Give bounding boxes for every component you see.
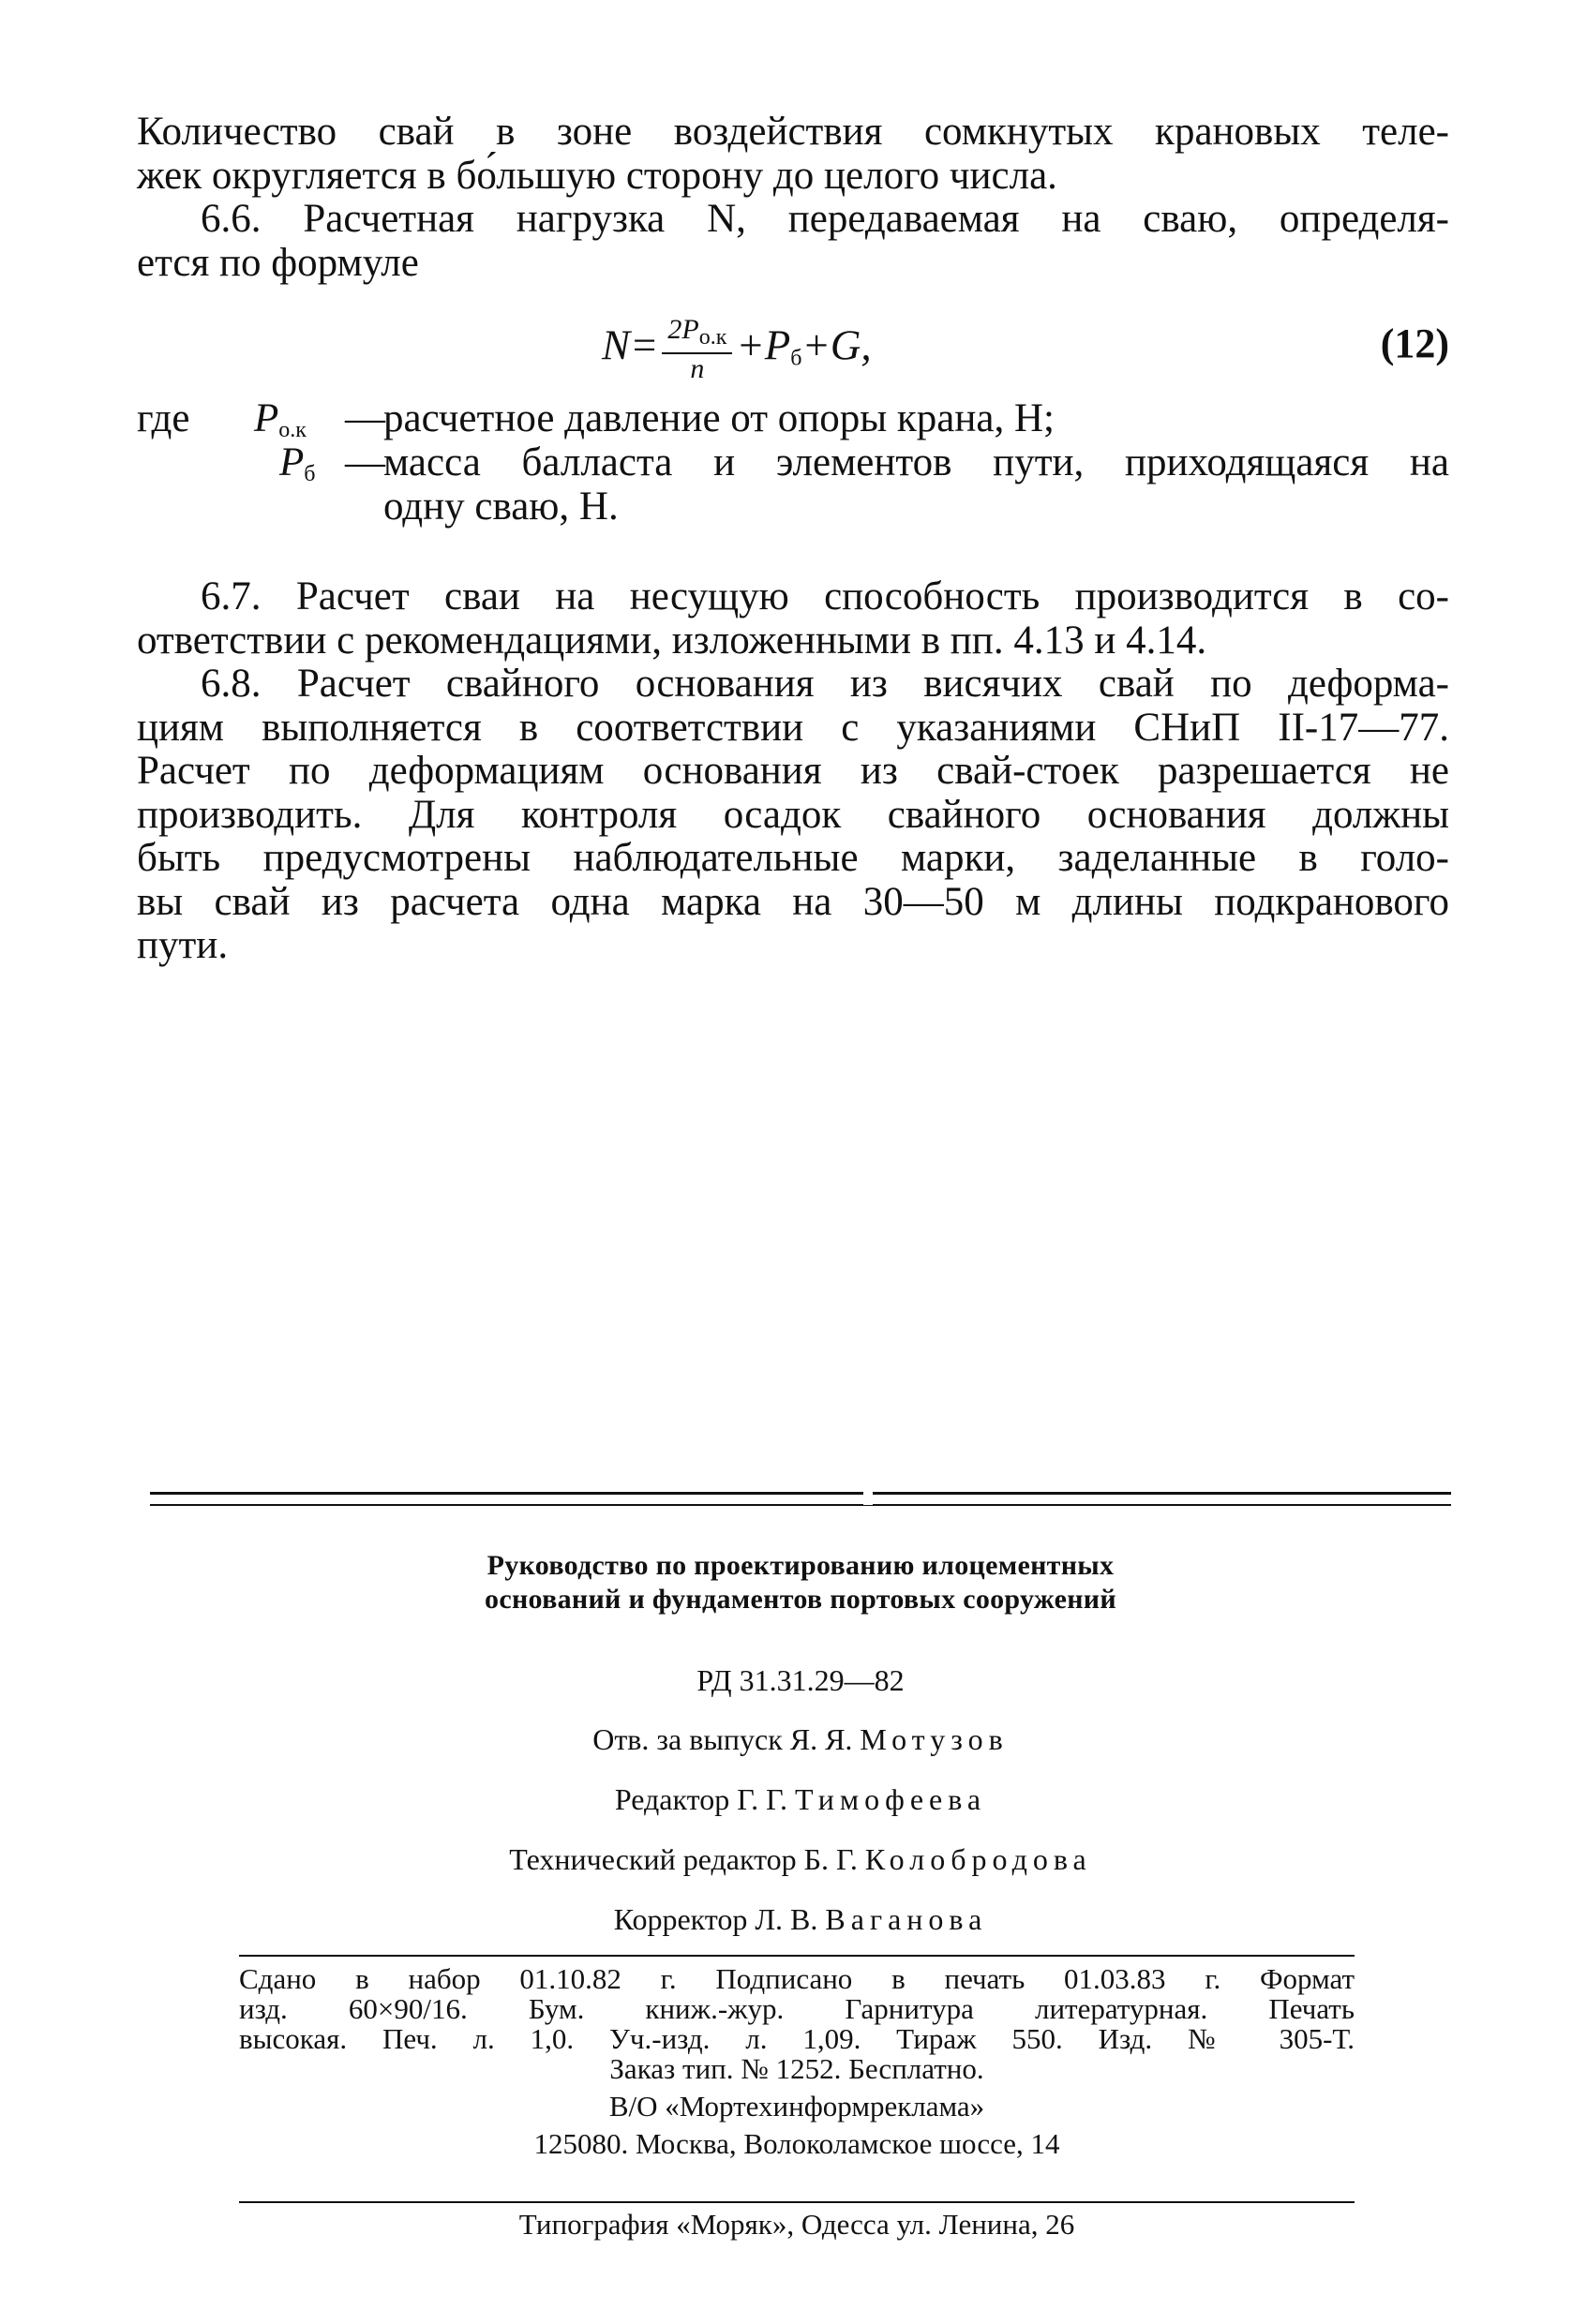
fraction-denominator: n [690, 353, 705, 384]
text-line: быть предусмотрены наблюдательные марки, заделанные в голо- [137, 836, 1449, 880]
text-line: 6.8. Расчет свайного основания из висячих свай по деформа- [201, 662, 1449, 706]
definition-text: расчетное давление от опоры крана, Н; [383, 396, 1055, 440]
text-line: вы свай из расчета одна марка на 30—50 м длины подкранового [137, 879, 1449, 924]
text-line: пути. [137, 923, 229, 967]
text-line: 6.7. Расчет сваи на несущую способность производится в со- [201, 574, 1449, 618]
formula-fraction [662, 315, 732, 384]
definition-symbol: $P_б$ [279, 440, 316, 486]
text-line: ответствии с рекомендациями, изложенными в пп. 4.13 и 4.14. [137, 618, 1207, 663]
imprint-line: изд. 60×90/16. Бум. книж.-жур. Гарнитура литературная. Печать [239, 1992, 1355, 2025]
imprint-line: Сдано в набор 01.10.82 г. Подписано в печать 01.03.83 г. Формат [239, 1962, 1355, 1995]
imprint-line: высокая. Печ. л. 1,0. Уч.-изд. л. 1,09. Тираж 550. Изд. № 305-Т. [239, 2022, 1355, 2055]
text-line: Количество свай в зоне воздействия сомкнутых крановых теле- [137, 110, 1449, 154]
formula-block [137, 294, 1449, 397]
text-line: ется по формуле [137, 240, 419, 285]
paragraph-6-6 [137, 198, 1449, 285]
colophon-title: Руководство по проектированию илоцементных оснований и фундаментов портовых сооружений [485, 1550, 1116, 1615]
technical-editor: Технический редактор Б. Г. Колобродова [509, 1842, 1092, 1876]
paragraph-6-8 [137, 663, 1449, 968]
definition-dash: — [345, 396, 385, 440]
printer-info: Типография «Моряк», Одесса ул. Ленина, 26 [518, 2208, 1075, 2241]
responsible-person: Отв. за выпуск Я. Я. Мотузов [592, 1722, 1009, 1756]
text-line: циям выполняется в соответствии с указаниями СНиП II-17—77. [137, 705, 1449, 750]
imprint-block [239, 1964, 1355, 2159]
main-text [137, 111, 1449, 968]
formula-12 [602, 315, 872, 384]
text-line: производить. Для контроля осадок свайного основания должны [137, 792, 1449, 837]
text-line: 6.6. Расчетная нагрузка N, передаваемая на сваю, определя- [201, 197, 1449, 241]
imprint-bottom-rule [239, 2201, 1355, 2203]
section-separator [150, 1492, 1451, 1506]
formula-subscript: б [790, 346, 802, 371]
formula-number: (12) [1380, 320, 1449, 366]
definition-symbol: $P_{о.к}$ [254, 396, 307, 442]
formula-term: +G, [801, 321, 872, 369]
imprint-top-rule [239, 1955, 1355, 1957]
numerator-subscript: о.к [698, 325, 727, 350]
text-line: Расчет по деформациям основания из свай-стоек разрешается не [137, 749, 1449, 793]
text-line: жек округляется в бо́льшую сторону до целого числа. [137, 153, 1057, 198]
editor: Редактор Г. Г. Тимофеева [614, 1782, 987, 1816]
publisher: В/О «Мортехинформреклама» [608, 2090, 985, 2123]
where-label: где [137, 396, 190, 440]
formula-lhs: N= [602, 321, 659, 369]
publisher-address: 125080. Москва, Волоколамское шоссе, 14 [533, 2127, 1060, 2160]
definitions-list [137, 397, 1449, 562]
order-info: Заказ тип. № 1252. Бесплатно. [609, 2052, 984, 2085]
definition-text: масса балласта и элементов пути, приходящаяся на одну сваю, Н. [383, 440, 1449, 529]
fraction-numerator: $2P_{о.к}$ [662, 315, 732, 354]
definition-dash: — [345, 440, 385, 484]
paragraph-6-7 [137, 575, 1449, 663]
formula-term: +P [736, 321, 791, 369]
corrector: Корректор Л. В. Ваганова [613, 1902, 988, 1936]
paragraph-piles-count [137, 111, 1449, 198]
document-code: РД 31.31.29—82 [696, 1663, 905, 1697]
